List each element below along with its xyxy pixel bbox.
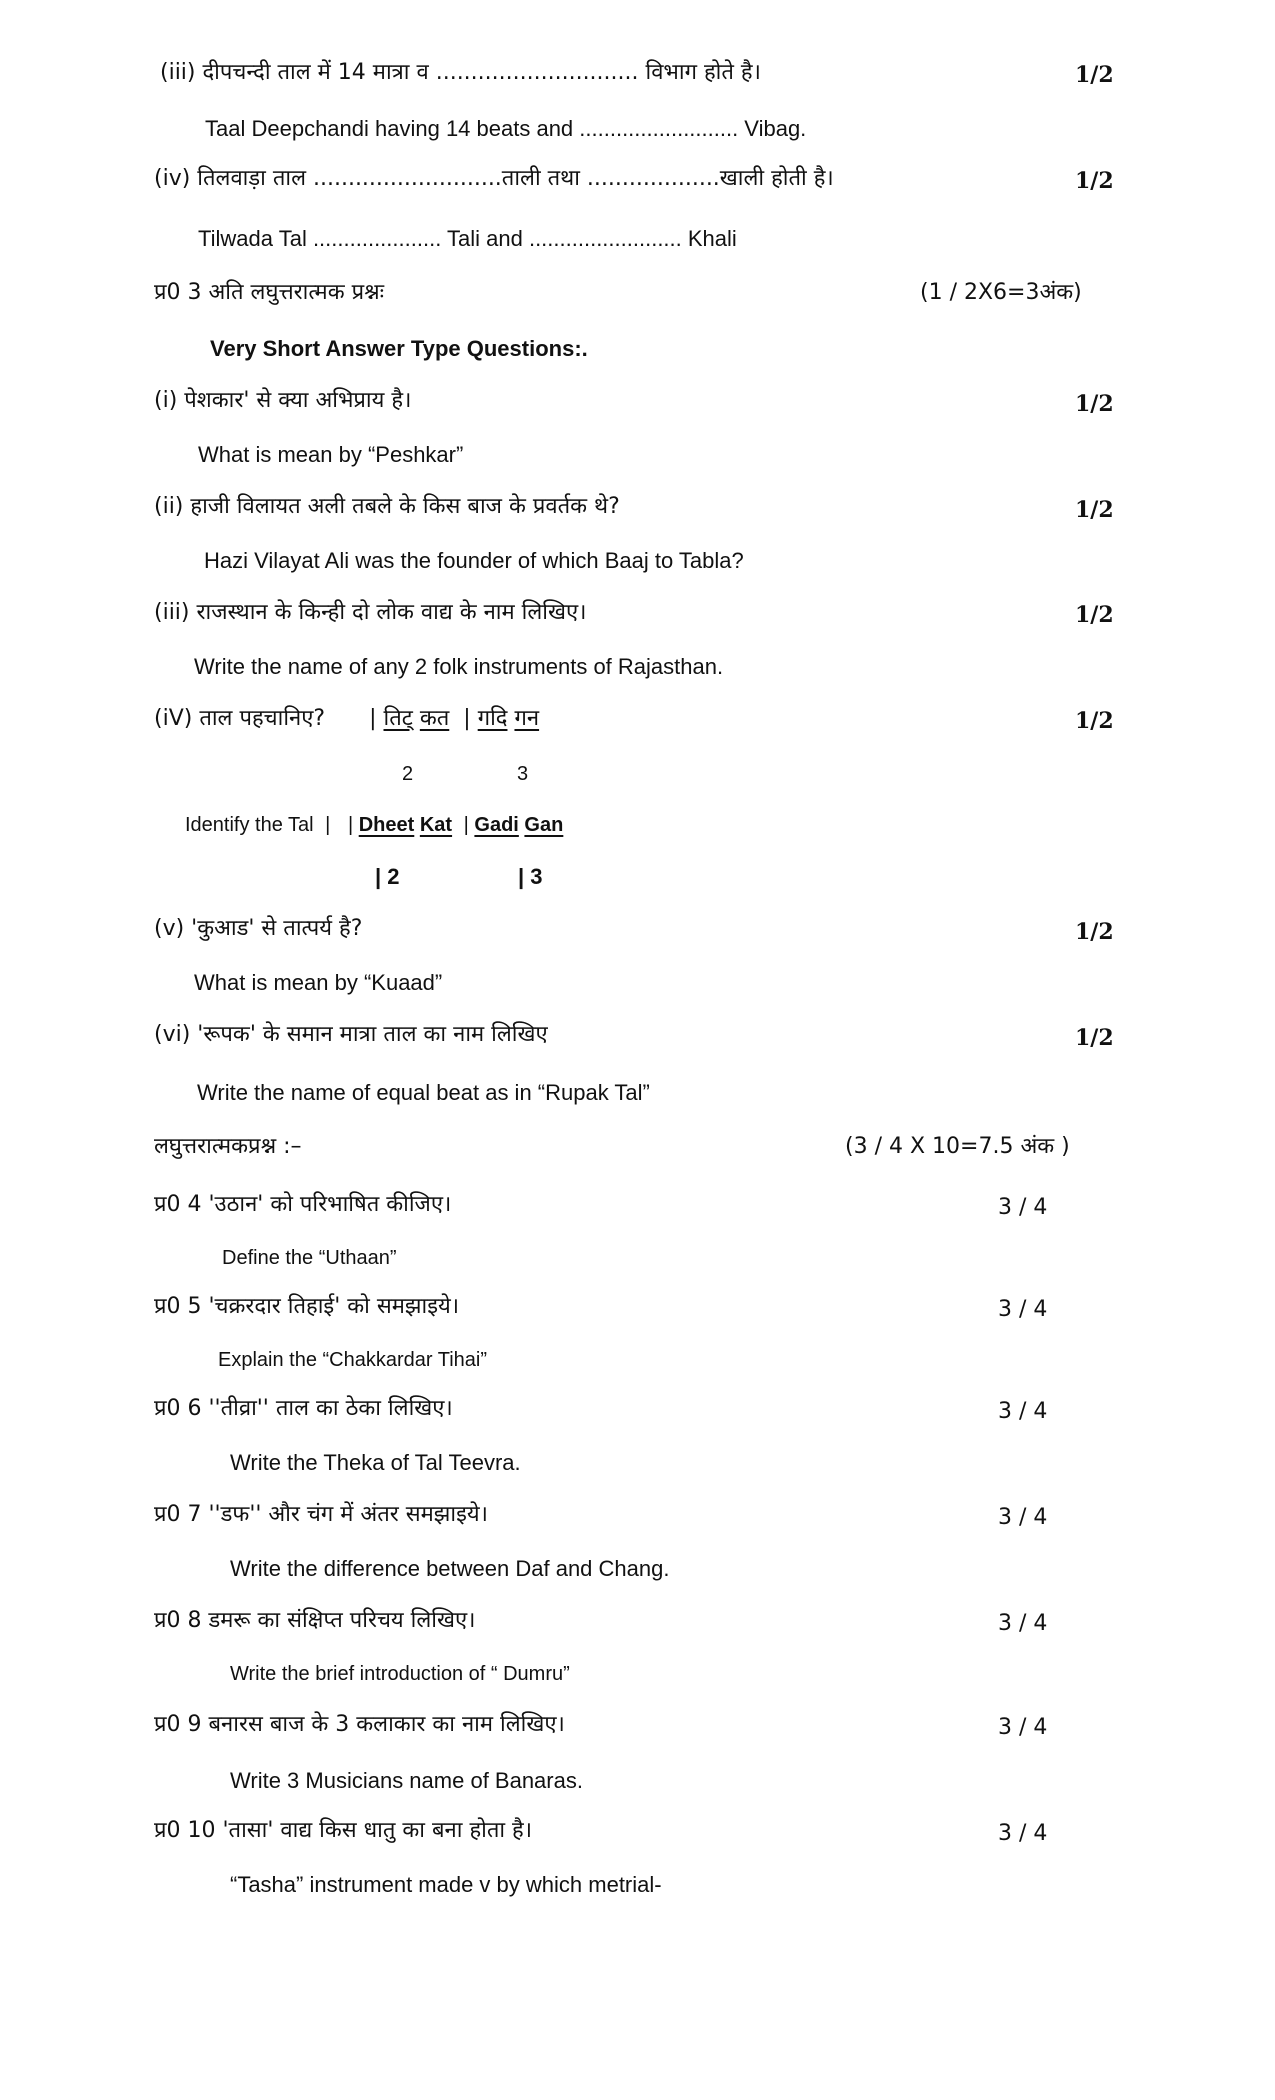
q3-ii-marks: 1/2 [1075,497,1114,523]
q3-iv-en-bol-2: Kat [419,814,453,836]
q5-hindi: प्र0 5 'चक्ररदार तिहाई' को समझाइये। [154,1294,460,1319]
q3-heading: प्र0 3 अति लघुत्तरात्मक प्रश्नः [154,280,385,305]
q7-english: Write the difference between Daf and Chang. [230,1556,670,1581]
q3-iii-hindi: (iii) राजस्थान के किन्ही दो लोक वाद्य के नाम लिखिए। [154,600,587,625]
q3-i-marks: 1/2 [1075,391,1114,417]
q10-marks: 3 / 4 [998,1821,1048,1846]
q3-iv-en-num-2-text: 3 [530,864,543,889]
q6-hindi: प्र0 6 ''तीव्रा'' ताल का ठेका लिखिए। [154,1396,453,1421]
q3-v-marks: 1/2 [1075,919,1114,945]
bar-line-6: | [375,864,388,889]
q10-english: “Tasha” instrument made v by which metrial- [230,1872,662,1897]
q2-iii-marks: 1/2 [1075,62,1114,88]
q2-iv-marks: 1/2 [1075,168,1114,194]
q4-english: Define the “Uthaan” [222,1247,397,1269]
q7-hindi: प्र0 7 ''डफ'' और चंग में अंतर समझाइये। [154,1502,489,1527]
q2-iv-hindi: (iv) तिलवाड़ा ताल ...........................ताली तथा ...................खाली होती है। [154,166,834,191]
q4-marks: 3 / 4 [998,1195,1048,1220]
q9-english: Write 3 Musicians name of Banaras. [230,1768,583,1793]
bar-line-5: | [463,814,469,836]
q3-iv-english-prefix: Identify the Tal [185,814,314,836]
q4-hindi: प्र0 4 'उठान' को परिभाषित कीजिए। [154,1192,452,1217]
q7-marks: 3 / 4 [998,1505,1048,1530]
q3-iv-en-num-1 [375,866,400,888]
q3-heading-english: Very Short Answer Type Questions:. [210,336,588,361]
q3-i-english: What is mean by “Peshkar” [198,442,464,467]
q3-iv-marks: 1/2 [1075,708,1114,734]
q2-iii-english: Taal Deepchandi having 14 beats and .......................... Vibag. [205,116,807,141]
q8-hindi: प्र0 8 डमरू का संक्षिप्त परिचय लिखिए। [154,1608,476,1633]
q3-iv-num-2: 3 [517,763,529,785]
q3-iv-en-bol-1: Dheet [358,814,415,836]
q3-iv-en-num-2 [518,866,543,888]
q3-iv-bol-3: गदि [477,706,508,731]
q3-heading-marks: (1 / 2X6=3अंक) [920,280,1082,305]
bar-line-3: | [325,814,331,836]
q3-vi-english: Write the name of equal beat as in “Rupak Tal” [197,1080,650,1105]
q3-ii-english: Hazi Vilayat Ali was the founder of which Baaj to Tabla? [204,548,744,573]
q3-vi-marks: 1/2 [1075,1025,1114,1051]
q3-vi-hindi: (vi) 'रूपक' के समान मात्रा ताल का नाम लिखिए [154,1022,548,1047]
q3-v-hindi: (v) 'कुआड' से तात्पर्य है? [154,916,363,941]
q3-iv-en-bol-3: Gadi [474,814,519,836]
q3-iv-bol-2: कत [419,706,450,731]
q3-v-english: What is mean by “Kuaad” [194,970,443,995]
q5-marks: 3 / 4 [998,1297,1048,1322]
q3-iv-en-num-1-text: 2 [387,864,400,889]
q9-marks: 3 / 4 [998,1715,1048,1740]
q3-iv-hindi-prefix: (iV) ताल पहचानिए? [154,706,326,731]
q3-ii-hindi: (ii) हाजी विलायत अली तबले के किस बाज के प्रवर्तक थे? [154,494,620,519]
bar-line-4: | [347,814,354,836]
short-heading: लघुत्तरात्मकप्रश्न :– [154,1134,302,1159]
q3-iv-en-bol-4: Gan [524,814,564,836]
q3-iv-bol-4: गन [514,706,540,731]
bar-line-1: | [369,706,377,731]
q3-iii-marks: 1/2 [1075,602,1114,628]
q6-english: Write the Theka of Tal Teevra. [230,1450,521,1475]
bar-line-2: | [463,706,471,731]
q8-english: Write the brief introduction of “ Dumru” [230,1663,570,1685]
q3-iv-bol-1: तिट् [383,706,413,731]
q2-iv-english: Tilwada Tal ..................... Tali and ......................... Khali [198,226,737,251]
q3-iv-hindi [154,708,539,730]
q3-i-hindi: (i) पेशकार' से क्या अभिप्राय है। [154,388,412,413]
q3-iv-english [185,815,563,835]
q3-iii-english: Write the name of any 2 folk instruments of Rajasthan. [194,654,724,679]
q9-hindi: प्र0 9 बनारस बाज के 3 कलाकार का नाम लिखिए। [154,1712,565,1737]
q2-iii-hindi: (iii) दीपचन्दी ताल में 14 मात्रा व ............................. विभाग होते है। [160,60,761,85]
bar-line-7: | [518,864,531,889]
short-heading-marks: (3 / 4 X 10=7.5 अंक ) [845,1134,1070,1159]
q10-hindi: प्र0 10 'तासा' वाद्य किस धातु का बना होता है। [154,1818,533,1843]
q6-marks: 3 / 4 [998,1399,1048,1424]
q3-iv-num-1: 2 [402,763,414,785]
q8-marks: 3 / 4 [998,1611,1048,1636]
q5-english: Explain the “Chakkardar Tihai” [218,1349,488,1371]
